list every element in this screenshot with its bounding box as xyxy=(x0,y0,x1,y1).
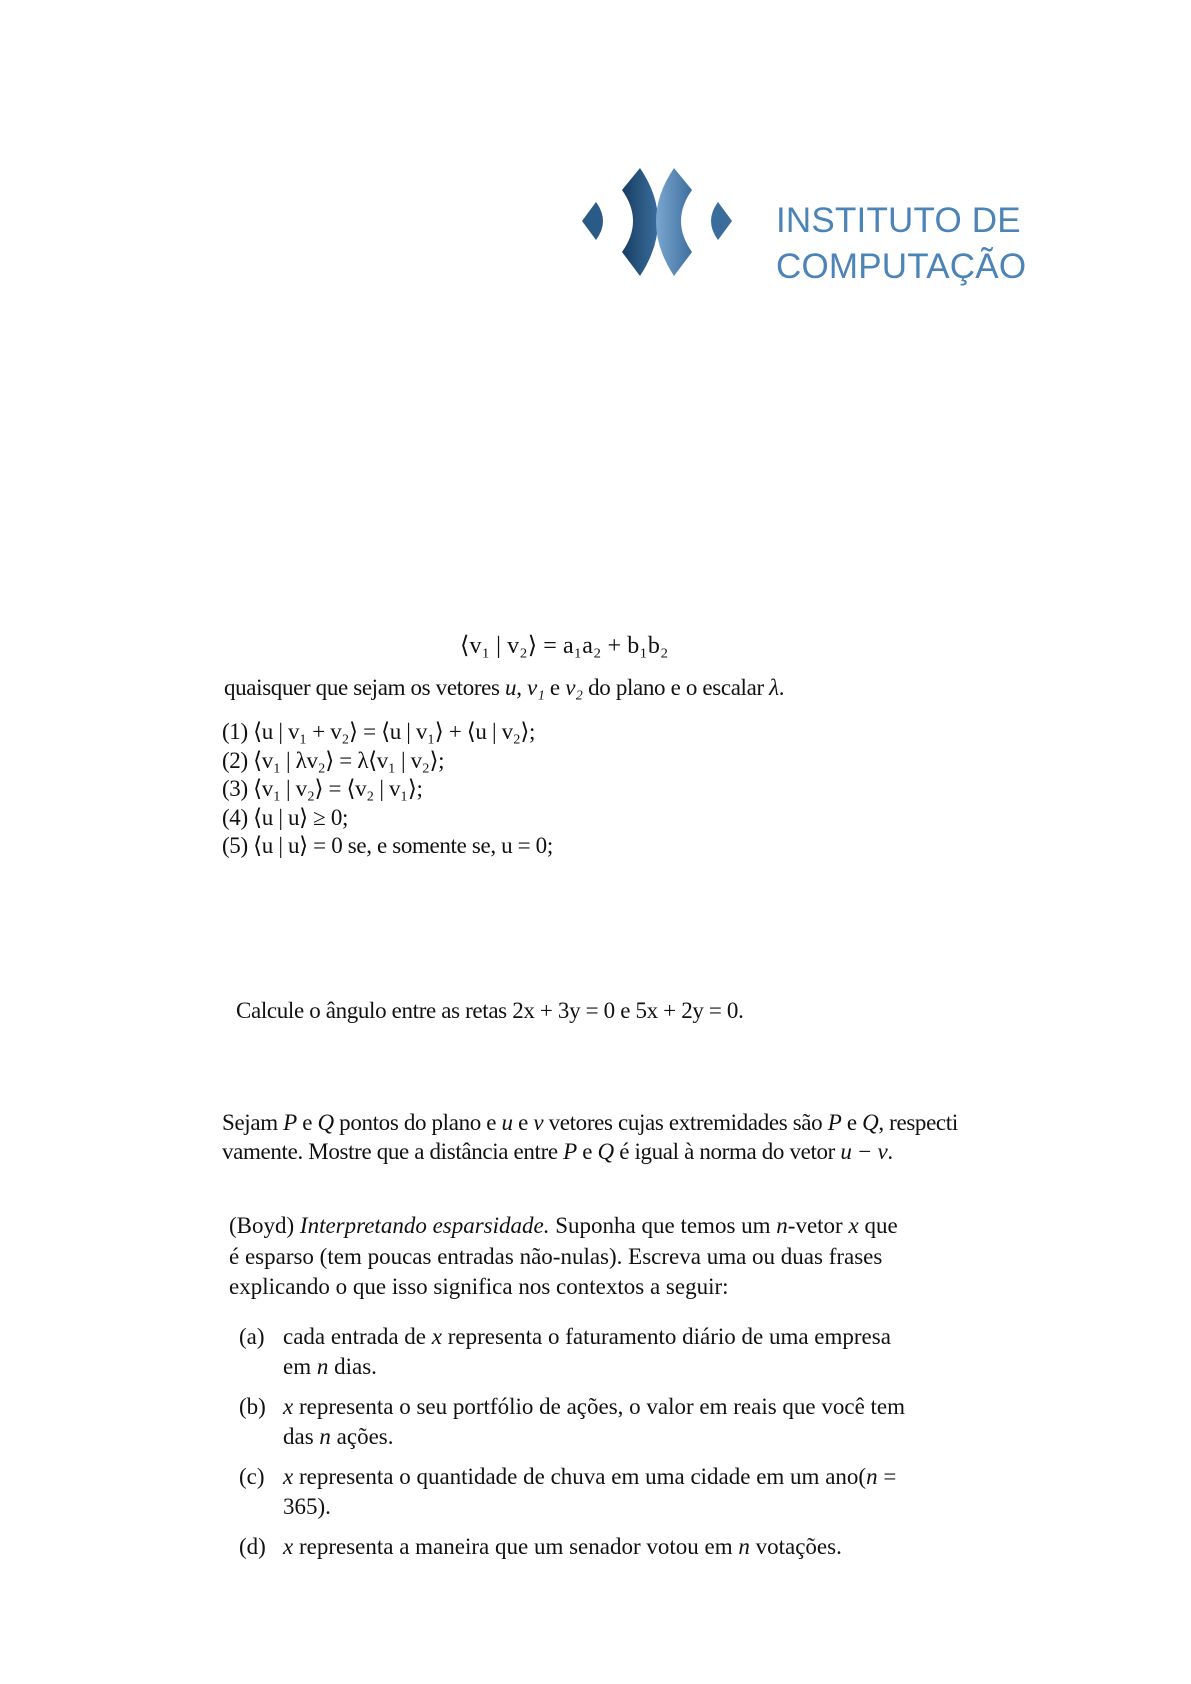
item-line-2: 365). xyxy=(283,1494,331,1519)
var-x: x xyxy=(431,1324,442,1349)
property-3: (3) ⟨v₁ | v₂⟩ = ⟨v₂ | v₁⟩; xyxy=(222,776,423,801)
vector-v: v xyxy=(533,1110,544,1135)
exercise-title: Interpretando esparsidade. xyxy=(299,1213,550,1238)
distance-text: vamente. Mostre que a distância entre xyxy=(222,1139,564,1164)
var-n: n xyxy=(776,1213,788,1238)
distance-text: e xyxy=(576,1139,598,1164)
institute-name-line-2: COMPUTAÇÃO xyxy=(776,247,1027,286)
point-q: Q xyxy=(317,1110,334,1135)
item-label: (b) xyxy=(239,1394,266,1419)
var-x: x xyxy=(283,1464,294,1489)
inner-product-quantifier xyxy=(224,675,784,701)
var-n: n xyxy=(866,1464,878,1489)
item-text: ações. xyxy=(330,1424,394,1449)
property-4: (4) ⟨u | u⟩ ≥ 0; xyxy=(222,804,349,830)
distance-text: é igual à norma do vetor xyxy=(613,1139,841,1164)
quantifier-text-e: . xyxy=(778,675,785,700)
distance-text: e xyxy=(512,1110,534,1135)
distance-text: pontos do plano e xyxy=(333,1110,502,1135)
quantifier-u: u xyxy=(505,675,517,700)
quantifier-text-b: , xyxy=(516,675,528,700)
point-q: Q xyxy=(597,1139,614,1164)
property-2: (2) ⟨v₁ | λv₂⟩ = λ⟨v₁ | v₂⟩; xyxy=(222,747,445,773)
sparsity-text: que xyxy=(858,1213,898,1238)
distance-text: e xyxy=(296,1110,318,1135)
item-body xyxy=(283,1462,1033,1522)
item-line-1 xyxy=(283,1392,1033,1422)
item-text: representa o faturamento diário de uma empresa xyxy=(441,1324,891,1349)
sparsity-text: -vetor xyxy=(787,1213,849,1238)
quantifier-v2: v₂ xyxy=(565,675,583,700)
item-line-1 xyxy=(283,1322,1033,1352)
vector-u: u xyxy=(501,1110,513,1135)
var-x: x xyxy=(283,1394,294,1419)
distance-exercise-line-2 xyxy=(222,1139,893,1165)
quantifier-v1: v₁ xyxy=(527,675,545,700)
distance-exercise-line-1 xyxy=(222,1110,958,1136)
distance-text: , respecti xyxy=(878,1110,958,1135)
institute-name-line-1: INSTITUTO DE xyxy=(776,201,1021,240)
point-p: P xyxy=(827,1110,842,1135)
var-x: x xyxy=(848,1213,859,1238)
inner-product-definition: ⟨v₁ | v₂⟩ = a₁a₂ + b₁b₂ xyxy=(460,633,669,659)
item-text: = xyxy=(877,1464,897,1489)
institute-name xyxy=(776,198,1026,290)
sparsity-exercise-intro xyxy=(229,1211,898,1303)
var-x: x xyxy=(283,1534,294,1559)
point-q: Q xyxy=(862,1110,879,1135)
item-label: (d) xyxy=(239,1534,266,1559)
item-text: das xyxy=(283,1424,320,1449)
point-p: P xyxy=(283,1110,297,1135)
item-label: (c) xyxy=(239,1464,265,1489)
item-body xyxy=(283,1322,1033,1382)
item-line-2 xyxy=(283,1422,1033,1452)
distance-text: vetores cujas extremidades são xyxy=(543,1110,828,1135)
item-text: representa a maneira que um senador votou em xyxy=(293,1534,739,1559)
institute-emblem-icon xyxy=(578,166,738,284)
item-body xyxy=(283,1532,1033,1562)
item-body xyxy=(283,1392,1033,1452)
var-n: n xyxy=(316,1354,329,1379)
sparsity-line-2: é esparso (tem poucas entradas não-nulas). Escreva uma ou duas frases xyxy=(229,1243,883,1269)
angle-exercise xyxy=(236,998,743,1024)
item-text: dias. xyxy=(328,1354,377,1379)
item-text: representa o quantidade de chuva em uma cidade em um ano( xyxy=(293,1464,867,1489)
sparsity-text: Suponha que temos um xyxy=(549,1213,777,1238)
distance-text: Sejam xyxy=(222,1110,284,1135)
point-p: P xyxy=(563,1139,577,1164)
vector-difference: u − v xyxy=(840,1139,888,1164)
sparsity-line-3: explicando o que isso significa nos contextos a seguir: xyxy=(229,1274,729,1299)
item-text: representa o seu portfólio de ações, o valor em reais que você tem xyxy=(293,1394,906,1419)
sparsity-line-1 xyxy=(229,1211,898,1242)
inner-product-properties xyxy=(222,718,553,861)
angle-equation-1: 2x + 3y = 0 xyxy=(512,998,615,1023)
var-n: n xyxy=(738,1534,750,1559)
property-1: (1) ⟨u | v₁ + v₂⟩ = ⟨u | v₁⟩ + ⟨u | v₂⟩; xyxy=(222,719,536,744)
quantifier-text-c: e xyxy=(544,675,566,700)
item-text: votações. xyxy=(749,1534,842,1559)
quantifier-text-a: quaisquer que sejam os vetores xyxy=(224,675,506,700)
item-label: (a) xyxy=(239,1324,265,1349)
item-line-2 xyxy=(283,1352,1033,1382)
distance-text: e xyxy=(841,1110,863,1135)
angle-text-a: Calcule o ângulo entre as retas xyxy=(236,998,513,1023)
quantifier-text-d: do plano e o escalar xyxy=(582,675,770,700)
exercise-source: (Boyd) xyxy=(229,1213,300,1238)
item-text: cada entrada de xyxy=(283,1324,432,1349)
quantifier-lambda: λ xyxy=(769,675,779,700)
item-line-1 xyxy=(283,1462,1033,1492)
var-n: n xyxy=(319,1424,331,1449)
angle-equation-2: 5x + 2y = 0 xyxy=(635,998,739,1023)
item-text: em xyxy=(283,1354,317,1379)
distance-text: . xyxy=(887,1139,893,1164)
institute-logo xyxy=(578,162,1048,290)
item-line-1 xyxy=(283,1532,1033,1562)
property-5: (5) ⟨u | u⟩ = 0 se, e somente se, u = 0; xyxy=(222,833,553,858)
angle-text-b: e xyxy=(614,998,636,1023)
angle-text-c: . xyxy=(738,998,744,1023)
